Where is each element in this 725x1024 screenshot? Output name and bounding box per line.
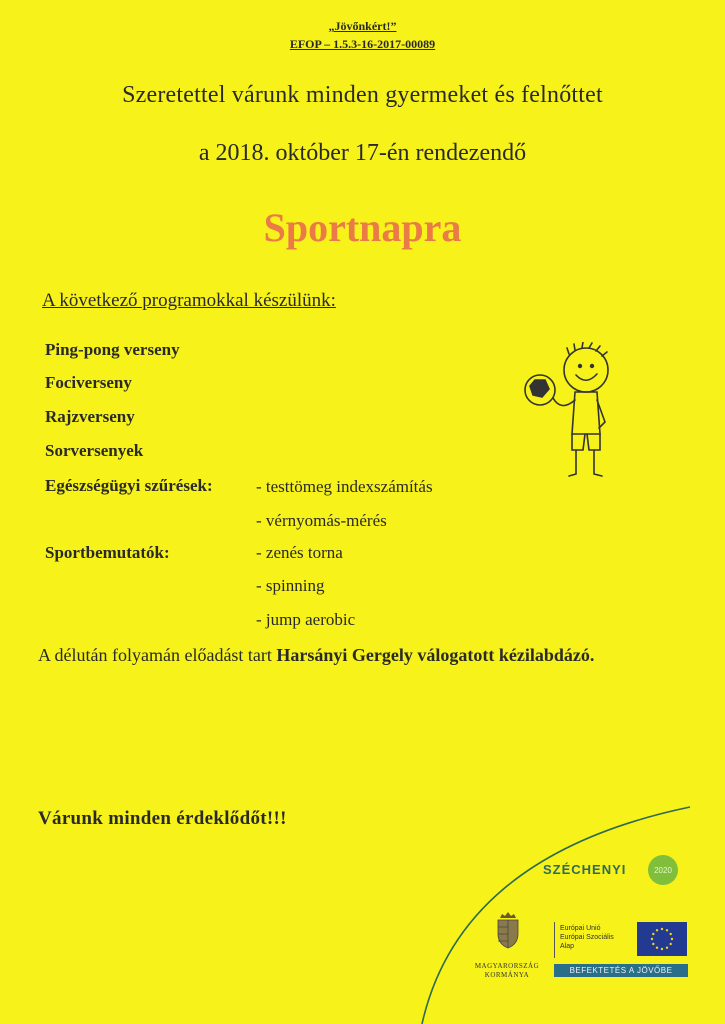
afternoon-lecture xyxy=(38,645,594,666)
afternoon-prefix: A délután folyamán előadást tart xyxy=(38,645,272,665)
afternoon-speaker: Harsányi Gergely válogatott kézilabdázó. xyxy=(276,645,595,665)
program-relay: Sorversenyek xyxy=(45,441,144,460)
program-health-screening: Egészségügyi szűrések: xyxy=(45,476,213,495)
project-name: „Jövőnkért!” xyxy=(328,19,397,33)
boy-with-ball-illustration xyxy=(523,342,623,492)
page-title: Sportnapra xyxy=(263,205,462,250)
invitation-line-1: Szeretettel várunk minden gyermeket és felnőttet xyxy=(122,82,603,108)
government-label: MAGYARORSZÁG KORMÁNYA xyxy=(474,962,540,979)
show-jump-aerobic: - jump aerobic xyxy=(256,610,356,629)
eu-line-3: Alap xyxy=(560,943,575,950)
eu-divider xyxy=(554,922,555,958)
eu-flag-icon xyxy=(637,922,687,956)
footer-arc xyxy=(400,795,725,1024)
eu-line-2: Európai Szociális xyxy=(560,934,614,941)
closing-message: Várunk minden érdeklődőt!!! xyxy=(38,808,287,829)
program-intro: A következő programokkal készülünk: xyxy=(42,290,336,311)
screening-bmi: - testtömeg indexszámítás xyxy=(256,477,433,496)
hungarian-crest-icon xyxy=(494,910,522,950)
investment-banner: BEFEKTETÉS A JÖVŐBE xyxy=(554,964,688,977)
project-code: EFOP – 1.5.3-16-2017-00089 xyxy=(289,37,436,51)
program-drawing: Rajzverseny xyxy=(45,407,135,426)
program-football: Fociverseny xyxy=(45,373,132,392)
eu-text xyxy=(560,924,614,951)
screening-blood-pressure: - vérnyomás-mérés xyxy=(256,511,387,530)
szechenyi-2020-icon: 2020 xyxy=(648,855,678,885)
eu-line-1: Európai Unió xyxy=(560,925,601,932)
szechenyi-label: SZÉCHENYI xyxy=(543,862,627,877)
program-ping-pong: Ping-pong verseny xyxy=(45,340,180,359)
show-spinning: - spinning xyxy=(256,576,325,595)
program-sport-shows: Sportbemutatók: xyxy=(45,543,170,562)
invitation-line-2: a 2018. október 17-én rendezendő xyxy=(198,140,527,166)
show-zumba: - zenés torna xyxy=(256,543,343,562)
